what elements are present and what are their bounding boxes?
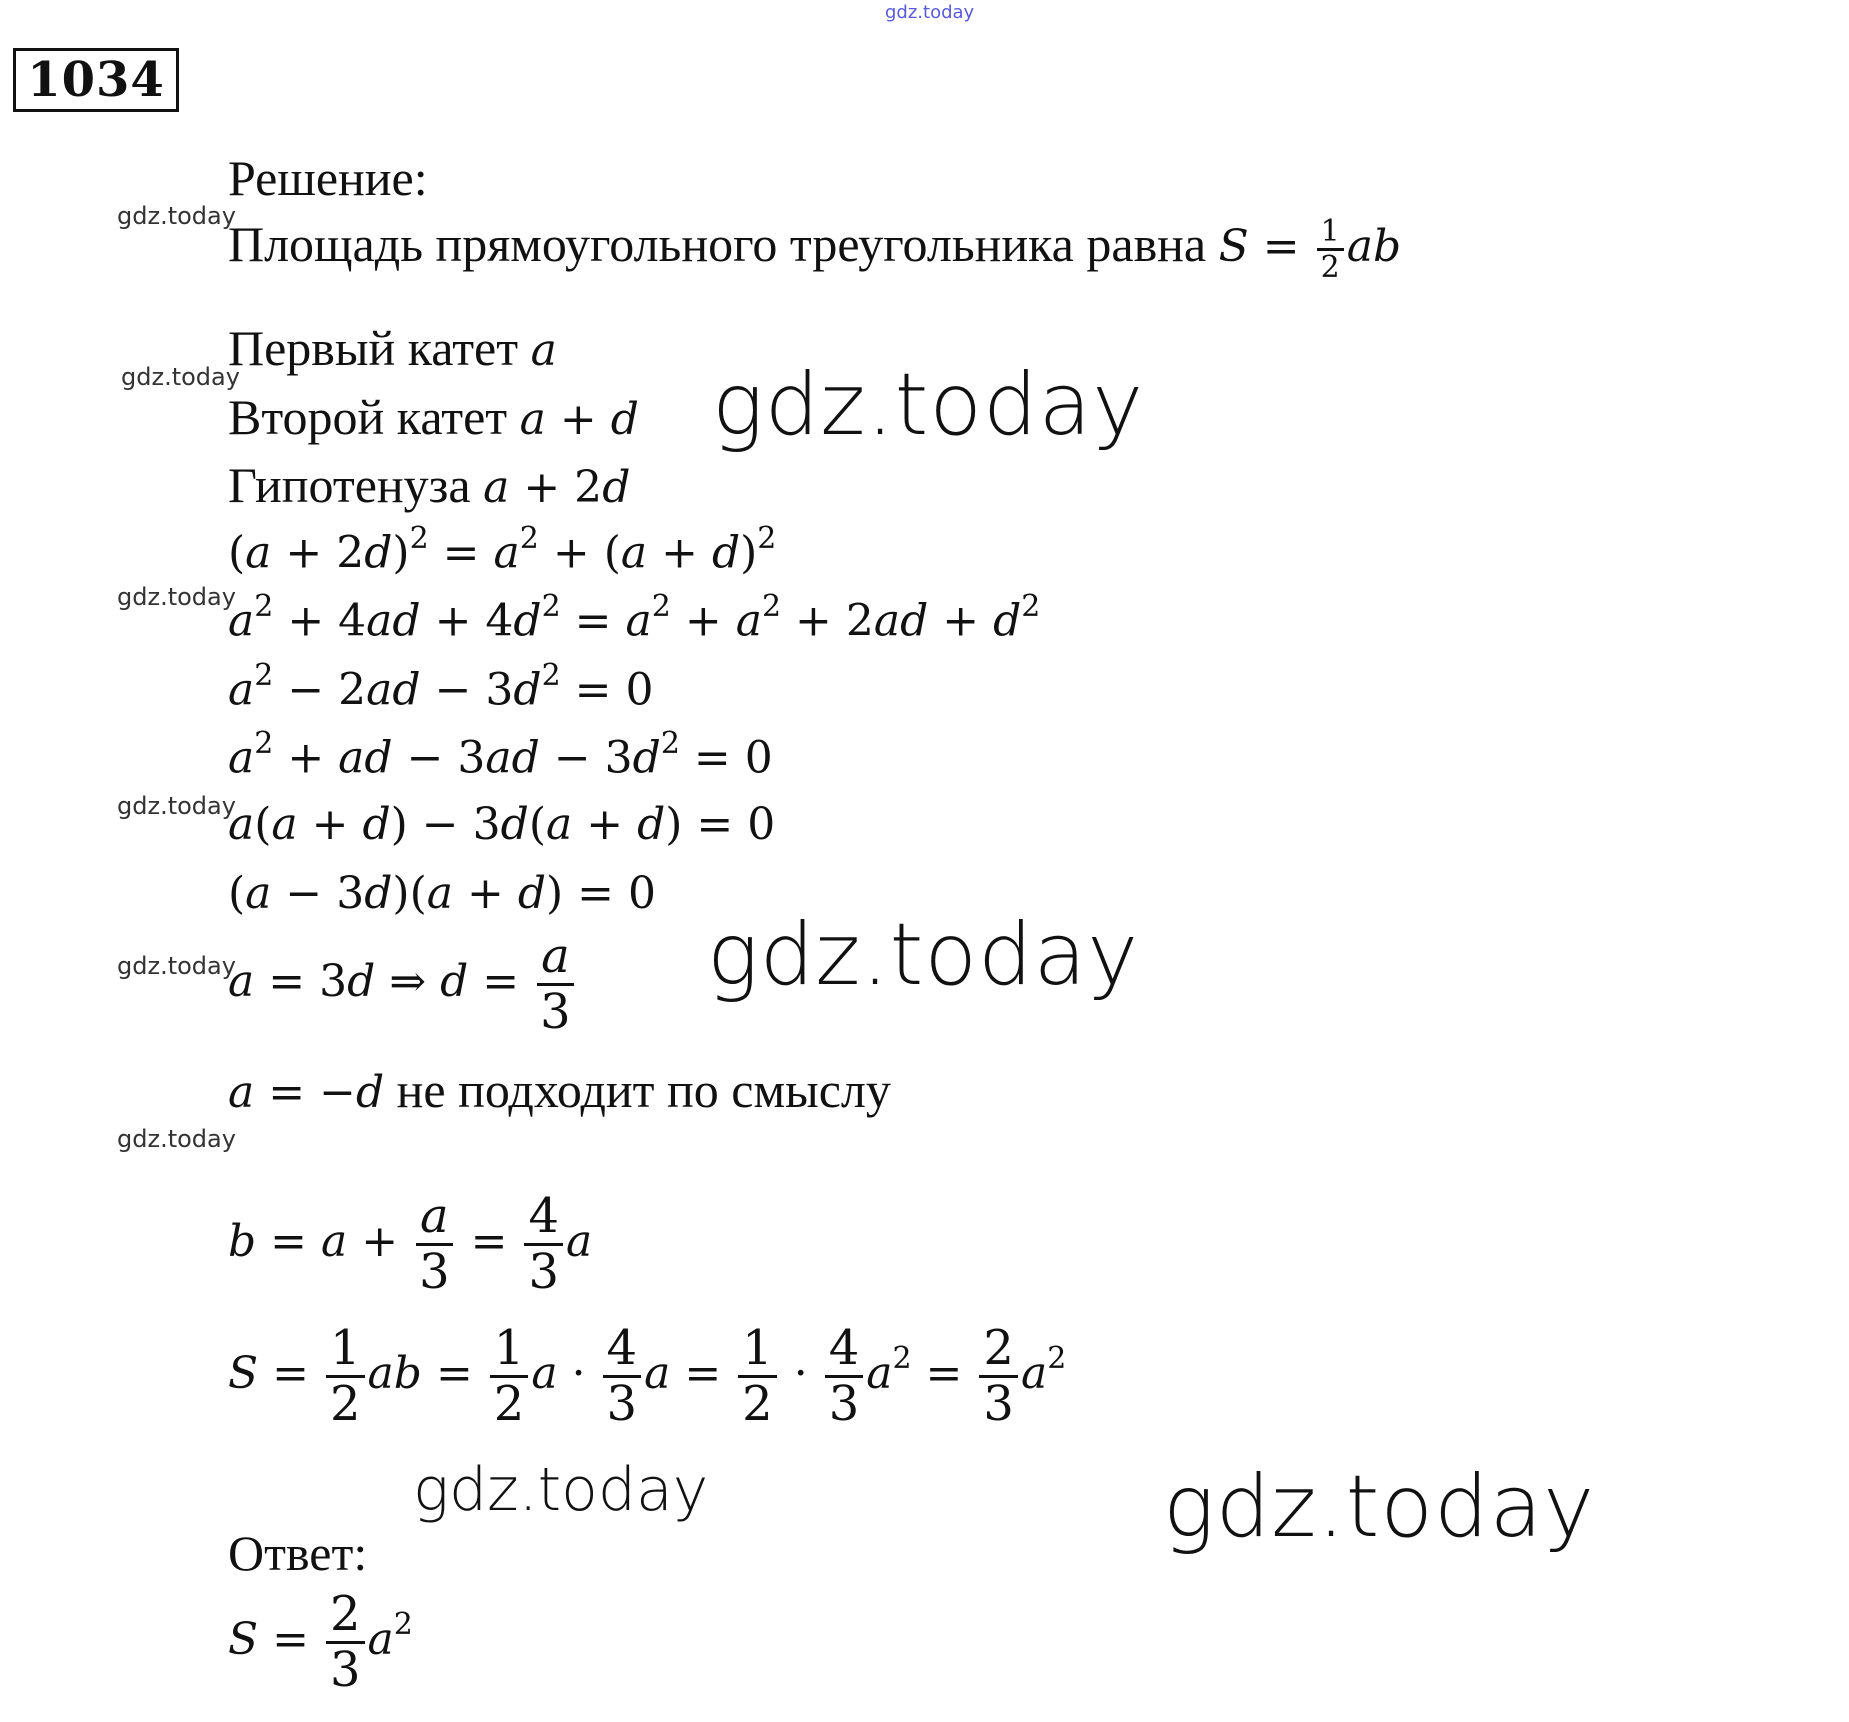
solution-heading: Решение: <box>228 150 428 206</box>
watermark-large: gdz.today <box>1163 1457 1596 1557</box>
watermark-top: gdz.today <box>885 2 975 23</box>
equation-expanded: $a^2 + 4ad + 4d^2 = a^2 + a^2 + 2ad + d^2$ <box>228 589 1041 647</box>
hypotenuse-label: Гипотенуза <box>228 457 471 513</box>
root-one: a = 3d ⇒ d = $\frac{a}{3}$ <box>228 930 578 1039</box>
watermark-large: gdz.today <box>707 905 1140 1005</box>
watermark-small: gdz.today <box>121 363 240 391</box>
reject-text: не подходит по смыслу <box>396 1062 891 1118</box>
area-intro-text: Площадь прямоугольного треугольника равна <box>228 216 1207 272</box>
equation-b: b = a + $\frac{a}{3}$ = $\frac{4}{3}$ a <box>228 1188 593 1300</box>
leg2-line: Второй катет a + d <box>228 389 639 445</box>
area-formula: S = $\frac{1}{2}$ ab <box>1218 214 1402 285</box>
area-formula-line <box>228 215 1401 284</box>
fraction-a-over-3: $\frac{a}{3}$ <box>536 930 575 1039</box>
leg1-line: Первый катет a <box>228 320 557 376</box>
root-two-line: a = −d не подходит по смыслу <box>228 1062 891 1118</box>
leg2-label: Второй катет <box>228 389 508 445</box>
equation-area: S = $\frac{1}{2}$ ab = $\frac{1}{2}$ a · $\frac{4}{3}$ a = $\frac{1}{2}$ · $\frac{4}{3}$ $a^2$ = $\frac{2}{3}$ $a^2$ <box>228 1320 1067 1432</box>
leg1-label: Первый катет <box>228 320 519 376</box>
watermark-small: gdz.today <box>117 792 236 820</box>
watermark-small: gdz.today <box>117 202 236 230</box>
hypotenuse-line: Гипотенуза a + 2d <box>228 457 631 513</box>
watermark-small: gdz.today <box>117 583 236 611</box>
watermark-large: gdz.today <box>712 355 1145 455</box>
problem-number-box: 1034 <box>13 48 179 112</box>
equation-split: $a^2$ + ad − $3ad - 3d^2 = 0$ <box>228 726 773 784</box>
fraction-one-half: $\frac{1}{2}$ <box>1317 215 1344 284</box>
equation-pythagoras: $(a + 2d)^2 = a^2 + (a + d)^2$ <box>228 521 777 579</box>
answer-formula: S = $\frac{2}{3}$ $a^2$ <box>228 1586 413 1698</box>
answer-heading: Ответ: <box>228 1525 368 1581</box>
watermark-medium: gdz.today <box>413 1455 709 1525</box>
equation-simplified: $a^2 - 2ad - 3d^2 = 0$ <box>228 658 654 716</box>
equation-grouped: a(a + d) − 3d(a + d) = 0 <box>228 799 776 850</box>
equation-factored: (a − 3d)(a + d) = 0 <box>228 868 657 919</box>
watermark-small: gdz.today <box>117 1125 236 1153</box>
watermark-small: gdz.today <box>117 952 236 980</box>
